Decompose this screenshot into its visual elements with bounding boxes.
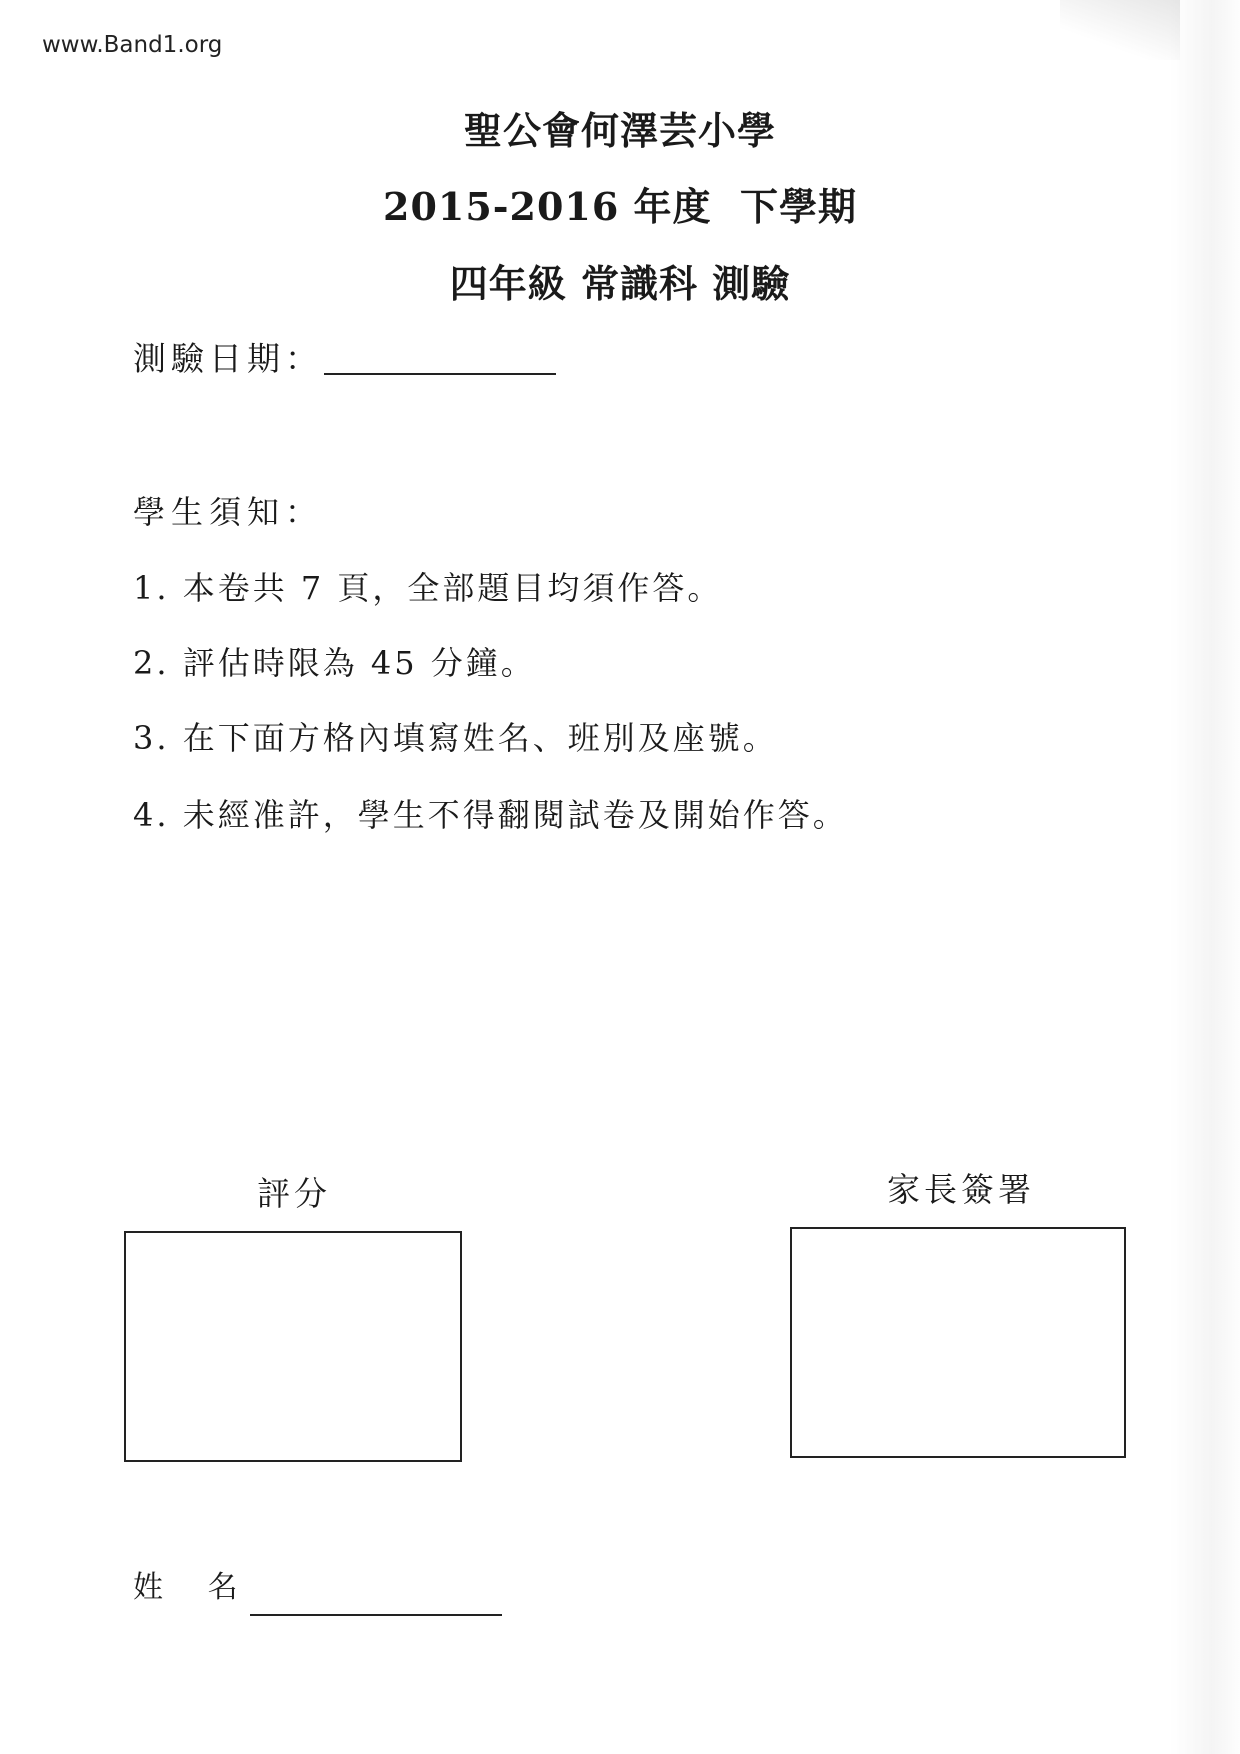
academic-term: 2015-2016 年度 下學期 — [383, 184, 857, 229]
site-watermark: www.Band1.org — [42, 32, 223, 58]
date-label: 測驗日期： — [133, 339, 323, 378]
date-input-line[interactable] — [324, 373, 556, 375]
name-label: 姓 名 — [133, 1570, 242, 1605]
instruction-item: 1. 本卷共 7 頁，全部題目均須作答。 — [133, 569, 723, 607]
exam-title: 四年級 常識科 測驗 — [449, 261, 791, 306]
instruction-item: 3. 在下面方格內填寫姓名、班別及座號。 — [133, 719, 778, 757]
instruction-item: 4. 未經准許，學生不得翻閱試卷及開始作答。 — [133, 796, 848, 834]
score-box[interactable] — [124, 1231, 462, 1462]
instructions-heading: 學生須知： — [133, 493, 324, 531]
parent-signature-label: 家長簽署 — [887, 1170, 1035, 1209]
scan-corner-fold — [1060, 0, 1180, 60]
name-input-line[interactable] — [250, 1614, 502, 1616]
school-name: 聖公會何澤芸小學 — [463, 108, 776, 153]
instruction-item: 2. 評估時限為 45 分鐘。 — [133, 644, 536, 682]
parent-signature-box[interactable] — [790, 1227, 1126, 1458]
score-label: 評分 — [257, 1174, 331, 1213]
